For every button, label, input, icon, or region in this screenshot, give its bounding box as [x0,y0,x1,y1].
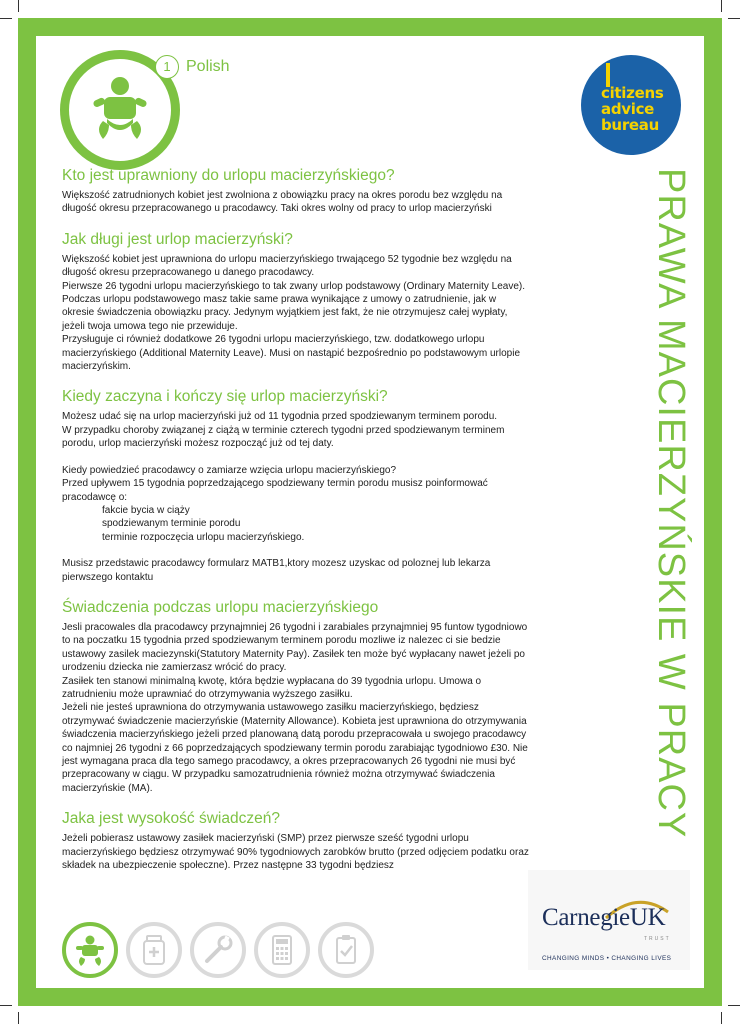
paragraph: Pierwsze 26 tygodni urlopu macierzyńskiego to tak zwany urlop podstawowy (Ordinary Maternity Leave). Podczas urlopu podstawowego masz takie same prawa wynikające z umowy o zatrudnienie, jak w okresie świadczenia obowiązku pracy. Jedynym wyjątkiem jest fakt, że nie otrzymujesz całej wypłaty, jeżeli twoja umowa tego nie przewiduje. [62,280,525,332]
calculator-icon[interactable] [254,922,310,978]
sponsor-tagline: CHANGING MINDS • CHANGING LIVES [542,955,672,962]
spacer [62,451,530,464]
logo-line: advice [601,100,655,118]
section-amount [62,809,530,872]
paragraph: Musisz przedstawic pracodawcy formularz MATB1,ktory mozesz uzyskac od poloznej lub lekarza pierwszego kontaktu [62,558,491,583]
baby-icon[interactable] [62,922,118,978]
paragraph: Przed upływem 15 tygodnia poprzedzającego spodziewany termin porodu musisz poinformować pracodawcę o: [62,478,488,503]
section-duration [62,230,530,374]
checklist-icon[interactable] [318,922,374,978]
crop-mark [0,18,12,19]
section-heading: Kto jest uprawniony do urlopu macierzyńskiego? [62,167,395,184]
crop-mark [721,0,722,12]
medicine-icon[interactable] [126,922,182,978]
logo-text [601,85,663,133]
paragraph: Przysługuje ci również dodatkowe 26 tygodni urlopu macierzyńskiego, tzw. dodatkowego urlopu macierzyńskiego (Additional Maternity Leave). Musi on nastąpić bezpośrednio po podstawowym urlopie macierzyńskim. [62,334,521,373]
sponsor-trust-label: TRUST [644,936,671,942]
crop-mark [721,1012,722,1024]
logo-line: citizens [601,84,664,102]
paragraph: Większość zatrudnionych kobiet jest zwolniona z obowiązku pracy na okres porodu bez względu na długość okresu przepracowanego u pracodawcy. Taki okres wolny od pracy to urlop macierzyński [62,190,503,215]
crop-mark [728,1005,740,1006]
carnegie-uk-logo [528,870,690,970]
list-item: fakcie bycia w ciąży [102,504,190,516]
paragraph: Jesli pracowales dla pracodawcy przynajmniej 26 tygodni i zarabiales przynajmniej 95 funtow tygodniowo to na poczatku 15 tygodnia przed spodziewanym terminem porodu mozliwe iz nalezec ci sie bedzie ustawowy zasilek maciezynski(Statutory Maternity Pay). Zasiłek ten może być wypłacany nawet jeżeli po urodzeniu dziecka nie zamierzasz wrócić do pracy. [62,621,528,674]
section-heading: Kiedy zaczyna i kończy się urlop macierzyński? [62,388,388,406]
section-entitlement [62,166,530,216]
language-name: Polish [186,58,230,75]
paragraph: Możesz udać się na urlop macierzyński już od 11 tygodnia przed spodziewanym terminem porodu. [62,411,498,423]
main-content [62,166,530,886]
section-heading: Świadczenia podczas urlopu macierzyńskiego [62,598,379,616]
paragraph: Większość kobiet jest uprawniona do urlopu macierzyńskiego trwającego 52 tygodnie bez względu na długość okresu przepracowanego u danego pracodawcy. [62,253,512,279]
paragraph: Jeżeli nie jesteś uprawniona do otrzymywania ustawowego zasiłku macierzyńskiego, będziesz otrzymywać świadczenie macierzyńskie (Maternity Allowance). Kobieta jest uprawniona do otrzymywania świadczenia macierzyńskiego jeżeli przed planowaną datą porodu przepracowała u swojego pracodawcy co najmniej 26 tygodni z 66 poprzedzających spodziewany termin porodu zarabiając tygodniowo £30. Nie jest wymagana praca dla tego samego pracodawcy, a okres przepracowanych 26 tygodni nie musi być przepracowany w ciągu. W przypadku samozatrudnienia również można otrzymywać świadczenia macierzyńskie (MA). [62,702,528,794]
spacer [62,544,530,557]
section-start-end [62,387,530,583]
crop-mark [18,1012,19,1024]
language-number-badge: 1 [155,55,179,79]
paragraph: W przypadku choroby związanej z ciążą w terminie czterech tygodni przed spodziewanym terminem porodu, urlop macierzyński możesz rozpocząć już od tej daty. [62,424,505,450]
crop-mark [0,1005,12,1006]
paragraph: Jeżeli pobierasz ustawowy zasiłek macierzyński (SMP) przez pierwsze sześć tygodni urlopu macierzyńskiego będziesz otrzymywać 90% tygodniowych zarobków brutto (przed odjęciem podatku oraz składek na ubezpieczenie społeczne). Przez następne 33 tygodni będziesz [62,833,529,872]
logo-line: bureau [601,116,659,134]
section-heading: Jak długi jest urlop macierzyński? [62,230,293,248]
sponsor-name: CarnegieUK [542,904,666,931]
vertical-page-title: PRAWA MACIERZYŃSKIE W PRACY [650,168,692,839]
crop-mark [728,18,740,19]
paragraph: Zasiłek ten stanowi minimalną kwotę, która będzie wypłacana do 39 tygodnia urlopu. Umowa o zatrudnieniu może uprawniać do otrzymywania wyższego zasiłku. [62,675,482,700]
wrench-icon[interactable] [190,922,246,978]
section-heading: Jaka jest wysokość świadczeń? [62,810,280,828]
crop-mark [18,0,19,12]
list-item: spodziewanym terminie porodu [102,518,241,530]
section-benefits [62,598,530,795]
list-item: terminie rozpoczęcia urlopu macierzyńskiego. [102,531,305,543]
paragraph: Kiedy powiedzieć pracodawcy o zamiarze wzięcia urlopu macierzyńskiego? [62,464,397,476]
topic-icon-row [62,922,482,982]
